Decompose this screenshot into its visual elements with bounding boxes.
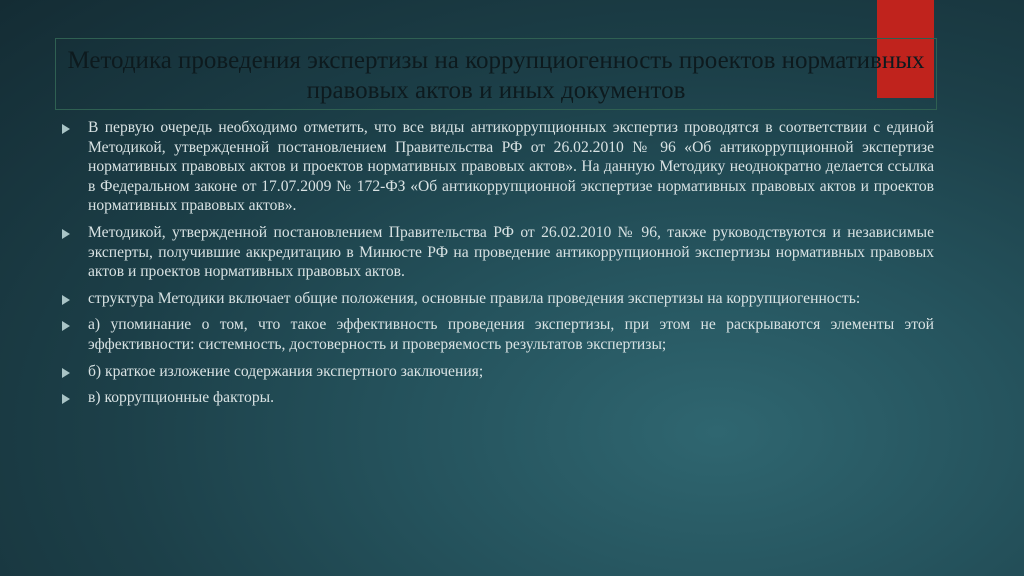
bullet-list <box>62 118 934 415</box>
triangle-bullet-icon <box>62 124 70 134</box>
list-item <box>62 388 934 408</box>
list-item <box>62 315 934 354</box>
list-item <box>62 362 934 382</box>
list-item <box>62 223 934 282</box>
bullet-text: в) коррупционные факторы. <box>88 389 275 407</box>
triangle-bullet-icon <box>62 321 70 331</box>
list-item <box>62 118 934 216</box>
triangle-bullet-icon <box>62 229 70 239</box>
bullet-text: а) упоминание о том, что такое эффективность проведения экспертизы, при этом не раскрываются элементы этой эффективности: системность, достоверность и проверяемость результатов экспертизы; <box>88 316 934 353</box>
triangle-bullet-icon <box>62 368 70 378</box>
triangle-bullet-icon <box>62 295 70 305</box>
triangle-bullet-icon <box>62 394 70 404</box>
bullet-text: структура Методики включает общие положения, основные правила проведения экспертизы на коррупциогенность: <box>88 289 861 307</box>
bullet-text: б) краткое изложение содержания экспертного заключения; <box>88 362 484 380</box>
slide-title: Методика проведения экспертизы на коррупциогенность проектов нормативных правовых актов и иных документов <box>67 47 925 104</box>
bullet-text: В первую очередь необходимо отметить, что все виды антикоррупционных экспертиз проводятся в соответствии с единой Методикой, утвержденной постановлением Правительства РФ от 26.02.2010 № 96 «Об антикоррупционной экспертизе нормативных правовых актов и проектов нормативных правовых актов». На данную Методику неоднократно делается ссылка в Федеральном законе от 17.07.2009 № 172-ФЗ «Об антикоррупционной экспертизе нормативных правовых актов и проектов нормативных правовых актов». <box>88 119 934 215</box>
bullet-text: Методикой, утвержденной постановлением Правительства РФ от 26.02.2010 № 96, также руководствуются и независимые эксперты, получившие аккредитацию в Минюсте РФ на проведение антикоррупционной экспертизы нормативных правовых актов и проектов нормативных правовых актов. <box>88 223 934 281</box>
list-item <box>62 289 934 309</box>
